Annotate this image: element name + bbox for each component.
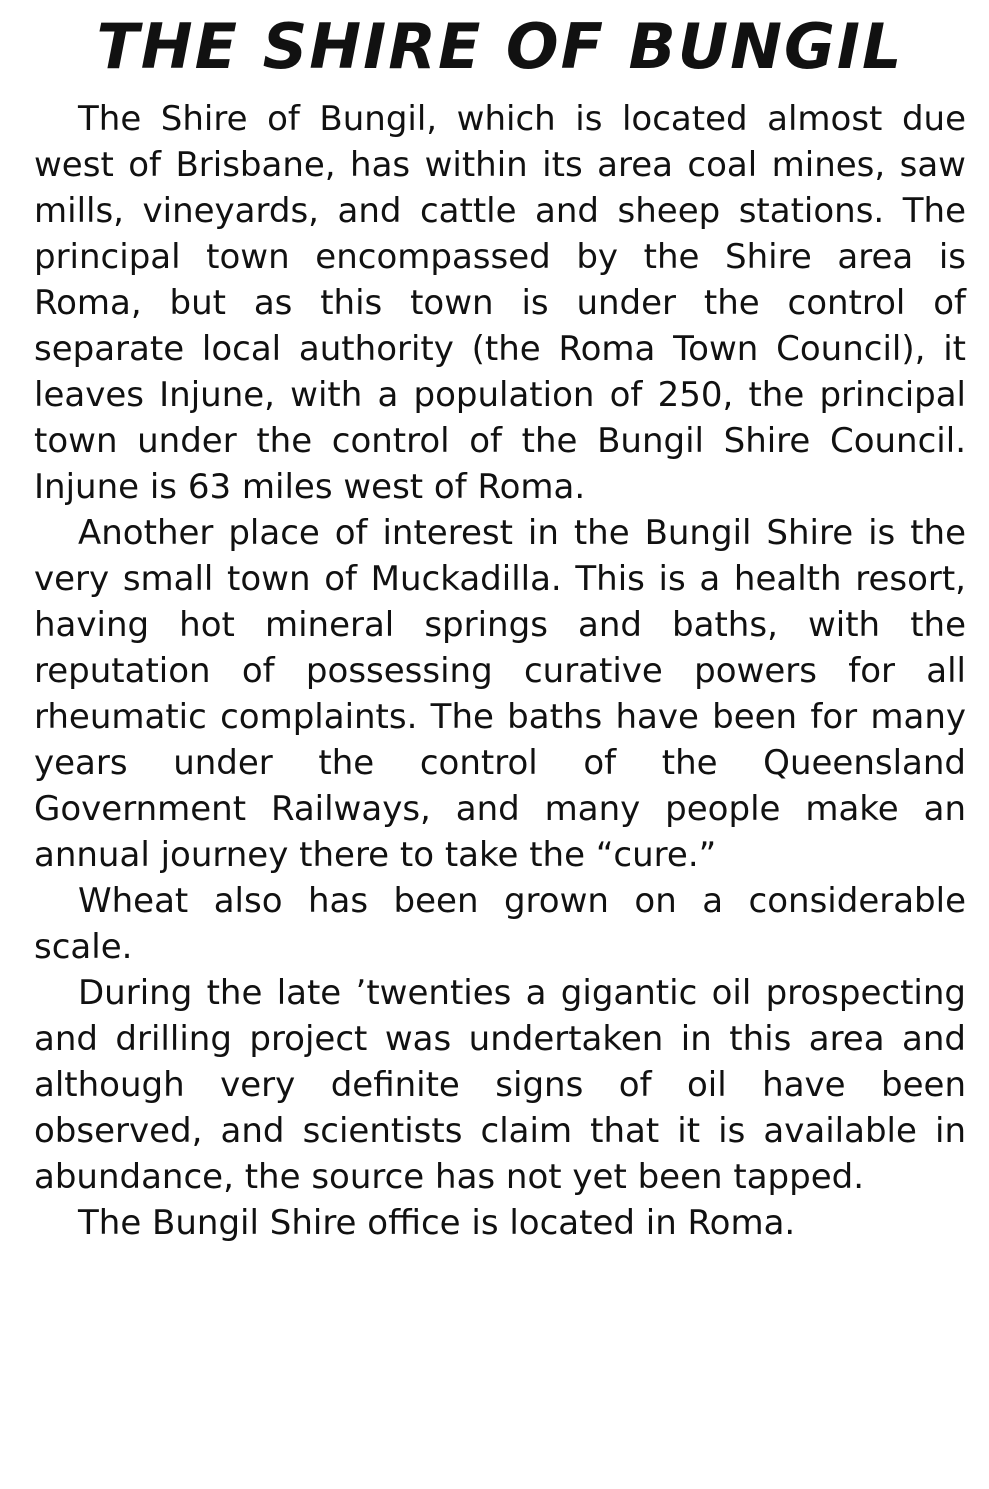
article	[34, 10, 966, 1246]
article-title: THE SHIRE OF BUNGIL	[96, 10, 904, 83]
paragraph-location: The Shire of Bungil, which is located almost due west of Brisbane, has within its area coal mines, saw mills, vineyards, and cattle and sheep stations. The principal town encompassed by the Shire area is Roma, but as this town is under the control of separate local authority (the Roma Town Council), it leaves Injune, with a population of 250, the principal town under the control of the Bungil Shire Council. Injune is 63 miles west of Roma.	[34, 99, 966, 507]
paragraph-muckadilla: Another place of interest in the Bungil Shire is the very small town of Muckadilla. This is a health resort, having hot mineral springs and baths, with the reputation of possessing curative powers for all rheumatic complaints. The baths have been for many years under the control of the Queensland Government Railways, and many people make an annual journey there to take the “cure.”	[34, 513, 966, 875]
paragraph-wheat: Wheat also has been grown on a considerable scale.	[34, 881, 966, 967]
paragraph-office: The Bungil Shire office is located in Roma.	[78, 1203, 796, 1243]
paragraph-oil: During the late ’twenties a gigantic oil prospecting and drilling project was undertaken in this area and although very definite signs of oil have been observed, and scientists claim that it is available in abundance, the source has not yet been tapped.	[34, 973, 966, 1197]
